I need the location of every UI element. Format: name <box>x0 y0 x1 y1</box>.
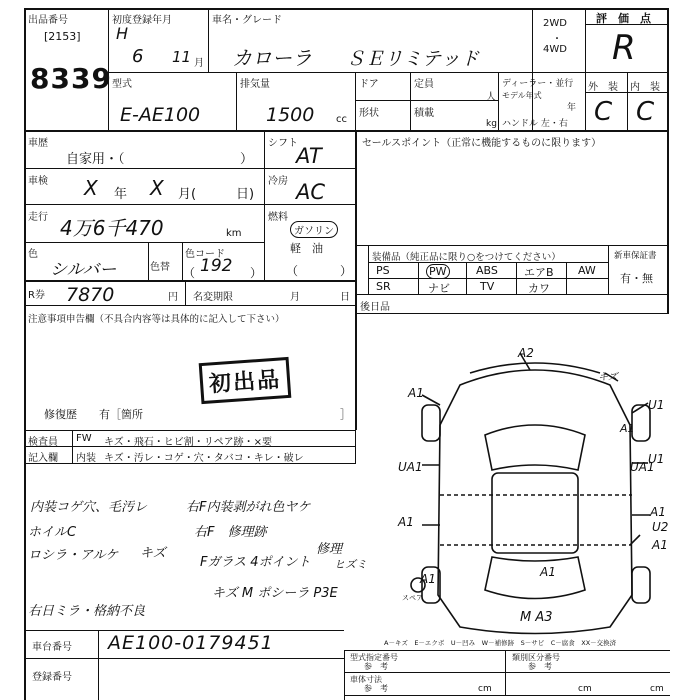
color-code-open: （ <box>183 266 196 280</box>
displacement: 1500 <box>266 104 315 126</box>
diagram-label-u2: U2 <box>652 520 669 534</box>
remark-line-4e: 修理 <box>316 542 343 557</box>
notes-title: 注意事項申告欄（不具合内容等は具体的に記入して下さい） <box>28 314 285 325</box>
category-number-ref: 参 考 <box>528 662 552 671</box>
handle-label: ハンドル 左・右 <box>502 119 568 129</box>
exterior-grade: C <box>594 97 613 127</box>
equip-ps: PS <box>376 264 390 277</box>
inspector-label: 検査員 <box>28 437 58 448</box>
diagram-label-a1-right: A1 <box>620 422 635 435</box>
ac-label: 冷房 <box>268 176 288 187</box>
name-change-month: 月 <box>290 292 300 303</box>
sales-point-label: セールスポイント（正常に機能するものに限ります） <box>362 138 602 149</box>
equip-pw: PW <box>426 264 450 279</box>
diagram-label-ua1-left: UA1 <box>398 460 423 474</box>
inspection-label: 車検 <box>28 176 48 187</box>
inspection-month: X <box>150 176 164 200</box>
overall-score: R <box>612 28 636 68</box>
load-unit: kg <box>486 119 497 129</box>
diagram-label-a1-front-left: A1 <box>408 386 424 400</box>
color-code: 192 <box>200 256 233 276</box>
equip-tv: TV <box>480 280 495 293</box>
model-year-label: モデル年式 <box>502 91 542 100</box>
diagram-label-a1-rear-right-2: A1 <box>652 538 668 552</box>
lot-sub-number: [2153] <box>44 30 81 43</box>
car-grade: ＳＥリミテッド <box>346 48 480 70</box>
warranty-value: 有・無 <box>620 272 653 285</box>
chassis-number: AE100-0179451 <box>108 632 274 654</box>
size-cm-3: cm <box>650 684 664 694</box>
mileage-label: 走行 <box>28 212 48 223</box>
fuel-close: ） <box>340 264 353 278</box>
equip-abs: ABS <box>476 264 498 277</box>
fuel-gasoline: ガソリン <box>290 221 338 238</box>
fuel-open: （ <box>286 264 299 278</box>
diagram-label-a1-trunk: A1 <box>540 565 556 579</box>
inspection-year-unit: 年 <box>114 187 128 202</box>
mileage-unit: km <box>226 228 242 239</box>
score-label: 評 価 点 <box>596 12 651 25</box>
equip-aw: AW <box>578 264 596 277</box>
remark-line-4b: 右F 修理跡 <box>194 525 267 540</box>
lot-number-label: 出品番号 <box>28 15 68 26</box>
car-damage-diagram <box>400 345 670 645</box>
inspection-day-unit: 日) <box>236 187 255 202</box>
history-close: ） <box>240 152 254 167</box>
displacement-label: 排気量 <box>240 79 270 90</box>
recycle-fee-label: R券 <box>28 290 45 301</box>
spare-label: スペア <box>402 594 423 602</box>
repair-history-close: ］ <box>340 408 351 421</box>
paint-change-label: 色替 <box>150 262 170 273</box>
color-code-label: 色コード <box>185 249 225 260</box>
remark-line-6: 右日ミラ・格納不良 <box>28 604 146 619</box>
roof <box>492 473 578 553</box>
type-designation-ref: 参 考 <box>364 662 388 671</box>
fuel-diesel: 軽 油 <box>290 242 323 255</box>
body-size-ref: 参 考 <box>364 684 388 693</box>
recycle-fee-unit: 円 <box>168 292 178 303</box>
diagram-label-ua1-right: UA1 <box>630 460 655 474</box>
capacity-label: 定員 <box>414 79 434 90</box>
model-year-unit: 年 <box>567 103 577 113</box>
remark-line-4a: 右F内装剥がれ色ヤケ <box>186 500 311 515</box>
door-label: ドア <box>359 79 379 90</box>
load-label: 積載 <box>414 108 434 119</box>
remark-line-4c: キズ <box>140 546 166 561</box>
dealer-label: ディーラー・並行 <box>502 79 574 89</box>
exterior-label: 外 装 <box>588 82 618 93</box>
size-cm-1: cm <box>478 684 492 694</box>
drive-dot: ・ <box>552 34 562 45</box>
fw-label: FW <box>76 433 92 444</box>
category-number-label: 類別区分番号 <box>512 653 560 662</box>
diagram-label-kizu: キズ <box>598 372 618 383</box>
shift-value: AT <box>296 144 322 168</box>
lot-number: 8339 <box>30 62 112 95</box>
warranty-label: 新車保証書 <box>614 251 657 261</box>
recorder-label: 記入欄 <box>28 453 58 464</box>
windshield <box>485 425 585 470</box>
color-code-close: ） <box>250 266 263 280</box>
diagram-label-a1-left: A1 <box>398 515 414 529</box>
interior-grade: C <box>636 97 655 127</box>
drive-2wd: 2WD <box>543 18 567 29</box>
body-size-label: 車体寸法 <box>350 675 382 684</box>
interior-label: 内 装 <box>630 82 660 93</box>
fuel-label: 燃料 <box>268 212 288 223</box>
shift-label: シフト <box>268 138 298 149</box>
model-code: E-AE100 <box>120 104 201 126</box>
diagram-label-ma3: M A3 <box>520 610 553 625</box>
equip-navi: ナビ <box>428 282 450 295</box>
model-label: 型式 <box>112 79 132 90</box>
car-name-label: 車名・グレード <box>212 15 282 26</box>
type-designation-label: 型式指定番号 <box>350 653 398 662</box>
chassis-number-label: 車台番号 <box>32 642 72 653</box>
mileage: 4万6千470 <box>60 216 164 240</box>
remark-line-3: ロシラ・アルケ <box>28 548 119 563</box>
wheel-fl <box>422 405 440 441</box>
first-listing-stamp: 初出品 <box>199 357 292 404</box>
diagram-label-u1-front-right: U1 <box>648 398 665 412</box>
wheel-rr <box>632 567 650 603</box>
capacity-unit: 人 <box>486 92 496 103</box>
equip-airbag: エアB <box>524 266 554 279</box>
attachment-label: 後日品 <box>360 302 390 313</box>
remark-line-4d: Fガラス 4ポイント <box>200 555 311 570</box>
shape-label: 形状 <box>359 108 379 119</box>
first-registration-label: 初度登録年月 <box>112 15 172 26</box>
history-label: 車歴 <box>28 138 48 149</box>
fw-items: キズ・飛石・ヒビ割・リペア跡・×要 <box>104 437 272 448</box>
registration-month: 11 <box>172 48 192 66</box>
equip-leather: カワ <box>528 282 550 295</box>
equipment-title: 装備品（純正品に限り○をつけてください） <box>372 252 561 263</box>
recycle-fee: 7870 <box>66 284 115 306</box>
color-value: シルバー <box>50 260 117 280</box>
diagram-label-a2: A2 <box>518 346 534 360</box>
registration-number-label: 登録番号 <box>32 672 72 683</box>
ac-value: AC <box>296 180 326 204</box>
car-name: カローラ <box>232 46 312 70</box>
diagram-label-a1-rear-right: A1 <box>650 505 666 519</box>
remark-line-2: ホイルC <box>28 525 77 540</box>
remark-line-5: キズ M ポシーラ P3E <box>212 586 338 601</box>
equip-sr: SR <box>376 280 391 293</box>
diagram-label-a1-rear-left: A1 <box>420 572 436 586</box>
remark-line-4f: ヒズミ <box>334 558 367 571</box>
inspection-month-unit: 月( <box>178 187 197 202</box>
repair-history-label: 修復歴 有［箇所 <box>44 408 143 421</box>
month-unit: 月 <box>194 58 204 69</box>
rear-window <box>485 557 585 599</box>
inspection-year: X <box>84 176 98 200</box>
registration-year: 6 <box>132 46 144 67</box>
diagram-label-u1-right: U1 <box>648 452 665 466</box>
drive-4wd: 4WD <box>543 44 567 55</box>
damage-legend: A－キズ E－エクボ U－凹み W－補修跡 S－サビ C－腐食 XX－交換済 <box>384 639 617 647</box>
history-value: 自家用・（ <box>66 152 125 167</box>
displacement-unit: cc <box>336 114 347 125</box>
era: H <box>116 24 129 43</box>
front-bumper <box>470 363 600 373</box>
color-label: 色 <box>28 249 38 260</box>
car-body-outline <box>438 370 632 634</box>
name-change-label: 名変期限 <box>193 292 233 303</box>
remark-line-1: 内装コゲ穴、毛汚レ <box>30 500 148 515</box>
interior-check-items: キズ・汚レ・コゲ・穴・タバコ・キレ・破レ <box>104 453 304 464</box>
name-change-day: 日 <box>340 292 350 303</box>
interior-check-label: 内装 <box>76 453 96 464</box>
size-cm-2: cm <box>578 684 592 694</box>
